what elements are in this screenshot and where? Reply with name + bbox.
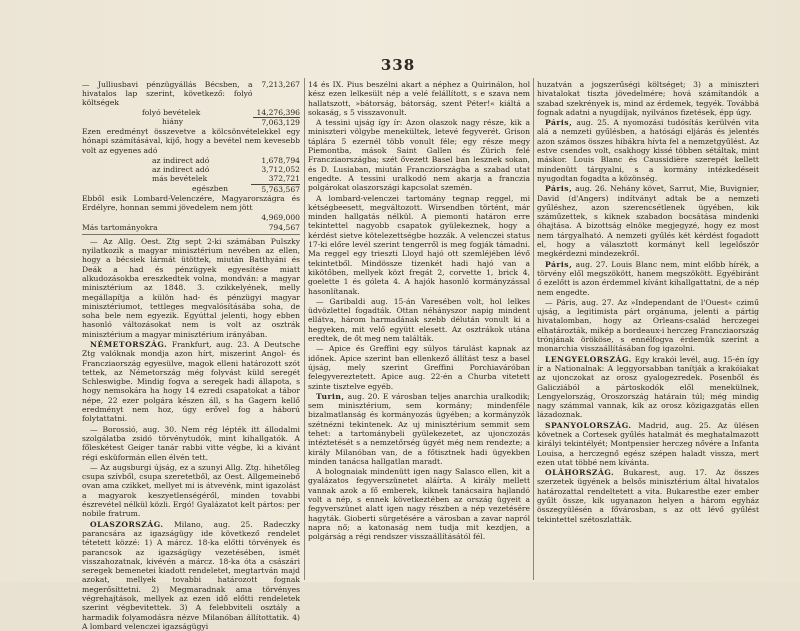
paragraph-text: Madrid, aug. 25. Az ülésen követnek a Cortesek gyűlés hatalmát és meghatalmazott királyi tekintélyét; Montpensier herczeg nővére a Infanta Louisa, a herczegnő egész szépen haladt vissza, mert ezen utat többé nem kívánta. [537,420,759,467]
table-row [82,108,300,118]
section-heading: SPANYOLORSZÁG. [545,420,632,430]
section-heading: Páris, [545,118,573,128]
paragraph-text: aug. 26. Nehány követ, Sarrut, Mie, Buvignier, David (d'Angers) indítványt adtak be a nemzeti gyűléshez, azon szerencsétlenek ügyében, kik száműzettek, s kiknek szabadon bocsátása mindenki óhajtása. A bizottság elnöke megjegyzé, hogy ez most nem tárgyalható. A nemzeti gyűlés két kérdést fogadott el, hogy a választott kormányt kell legelőször megkérdezni mindezekről. [537,184,759,259]
row-value: 372,721 [268,174,300,184]
divider [82,234,300,235]
paragraph [537,118,759,183]
paragraph-text: aug. 25. A nyomozási tudósítás kerülvén vita alá a nemzeti gyűlésben, a hatósági eljárás és jelentés azon számos összes hibákra hívta fel a nemzetgyűlést. Az estve csendes volt, csakhogy kissé többen sétáltak, mint máskor. Louis Blanc és Caussidière szerepét kellett mindenütt tárgyalni, s a kormány intézkedéseit nyugodtan fogadta a közönség. [537,118,759,183]
page-number: 338 [380,56,416,74]
paragraph [537,260,759,297]
row-value: 7,213,267 [261,80,300,89]
section-heading: Páris, [545,259,573,269]
paragraph: — Az Allg. Oest. Ztg sept 2-ki számában Pulszky nyilatkozik a magyar minisztérium nevében az ellen, hogy a bécsiek lármát ütöttek, miután Batthyáni és Deák a had és pénzügyek egyesítése miatt alkudozásokba ereszkedtek volna, mondván: a magyar minisztérium az 1848. 3. czikkelyének, melly megállapítja a külön had- és pénzügyi magyar minisztériumot, tettleges megvalósításába soha, de soha bele nem egyezik. Egyúttal jelenti, hogy ebben hasonló változásokat nem is volt az osztrák minisztérium a magyar minisztérium irányában. [82,236,300,339]
paragraph-text: Frankfurt, aug. 23. A Deutsche Ztg valóknak mondja azon hírt, miszerint Angol- és Francziaország egyesülve, magok elleni határozott szót tettek, az Németország még folyvást küld seregét Schleswigbe. Mindig fogva a seregek hadi állapota, s hogy nemsokára ha hogy 14 ezredi csapatokat a tábor népe, 22 ezer polgára készen áll, s ha Gagern kellő eredményt nem hoz, úgy erővel fog a háború folytattatni. [82,339,300,424]
section-heading: Páris, [545,184,573,194]
paragraph: 14 és IX. Pius beszélni akart a néphez a Quirinálon, hol kész ezen lelkesült nép a velé felállított, s e szava nem hallatszott, »bátorság, bátorság, szent Péter!« kiáltá a sokaság, s 5 visszavonult. [308,80,530,117]
row-value: 3,712,052 [261,165,300,175]
section-heading: NÉMETORSZÁG. [90,339,168,349]
paragraph-text: aug. 20. E városban teljes anarchia uralkodik; sem minisztérium, sem kormány; mindenféle bizalmatlanság és kormányozás ügyében; a kormányzók szétnézni tekintenek. Az uj minisztérium semmit sem tehet: a tartománybeli gyülekezetet, az ujonczozás intéztetését s a nemzetőrség ügyét még nem rendezte; a király Milanóban van, de a főtisztnek hadi ügyekben minden tanácsa hallgatlan maradt. [308,391,530,466]
row-label: egészben [192,184,228,194]
table-row [82,184,300,194]
section-heading: OLASZORSZÁG. [90,519,164,529]
table-row [82,80,300,108]
section-heading: Turin, [316,391,345,401]
table-row [82,165,300,174]
column-1 [82,80,300,631]
paragraph-text: Milano, aug. 25. Radeczky parancsára az igazságügy ide következő rendelet tétetett közzé: 1) A márcz. 18-ka előtti törvények és parancsok az igazságügy vezetésében, ismét visszahozatnak, kivévén a márcz. 18-ka óta a császári seregek bemenetei kiadott rendeletet, megtartván majd azokat, mellyek tovabbi határozott fognak megerősíttetni. 2) Megmaradnak ama törvényes végrehajtások, mellyek az ezen idő előtti rendeletek szerint végbevitettek. 3) A felebbviteli osztály a harmadik folyamodásra nézve Milanóban állítottatik. 4) A lombard velenczei igazságügyi [82,519,300,631]
paragraph-text: Egy krakói levél, aug. 15-én így ír a Nationalnak: A leggyorsabban tanítják a krakóiakat az ujonczokat az orosz gyalogezredek. Posenből és Galicziából a pártoskodók elől menekülnek, Lengyelország, Oroszország határain túl; még mindig nagy számmal vannak, kik az orosz közigazgatás ellen lázadoznak. [537,354,759,420]
column-2 [308,80,530,580]
paragraph [537,421,759,467]
paragraph [537,468,759,524]
paragraph [82,520,300,631]
table-row [82,223,300,232]
row-value: 5,763,567 [251,184,300,194]
row-value: 7,063,129 [253,117,300,127]
row-label: az indirect adó [152,165,210,175]
row-label: hiány [162,117,184,127]
table-row [82,213,300,222]
section-heading: LENGYELORSZÁG. [545,354,632,364]
row-value: 14,276,396 [256,107,300,117]
paragraph: — Az augsburgi újság, ez a szunyi Allg. Ztg. hihetőleg csupa szívből, csupa szeretetből, az Oest. Allgemeinebő ovan ama czikket, mellyet mi is átvevénk, mint igazolást a magyarok keszyetlenségéről, minden tovabbi észrevétel nélkül közli. Ergó! Gyalázatot kelt pártos: per nobile fratrum. [82,462,300,519]
row-value: 794,567 [268,222,300,232]
paragraph [537,355,759,420]
row-label: folyó bevételek [142,107,201,117]
row-label [82,213,221,222]
finance-table-3 [82,213,300,231]
row-label: az indirect adó [152,155,210,165]
paragraph: Ezen eredményt összevetve a kölcsönvételekkel egy hónapi számításával, kijő, hogy a bevétel nem kevesebb volt az egyenes adó [82,127,300,155]
column-rule-left [304,78,305,580]
paragraph [308,392,530,466]
paragraph: — Apice és Greffini egy súlyos tárulást kapnak az időnek. Apice szerint ban ellenkező állítást tesz a basel újság, mely szerint Greffini Porchiaváróban felegyvereztetett. Apice aug. 22-én a Churba vitetett szinte tisztelve egyéb. [308,344,530,391]
paragraph-text: Bukarest, aug. 17. Az összes szerzetek ügyének a belsős minisztérium által hivatalos határozattal rendeltetett a vita. Bukarestbe ezer ember gyűlt össze, kik ugyanazon helyen a három egyház összegyülésén a fővárosban, s az ott lévő gyűlést tekintettel szétoszlatták. [537,468,759,524]
row-label: — Julliusbavi pénzügyállás Bécsben, a hivatalos lap szerint, következő: folyó költségek [82,80,253,108]
column-3 [537,80,759,580]
column-rule-right [533,78,534,580]
section-heading: OLÁHORSZÁG. [545,468,615,478]
paragraph [82,340,300,424]
paragraph: huzatván a jogszerűségi költséget; 3) a miniszteri hivatalokat tiszta jövedelmére; hová számítandók a szabad szekrények is, mind az érdemek, tegyék. Továbbá fognak adatni a nyugdíjak, nyilvános fizetések, épp úgy. [537,80,759,117]
paragraph: A tessini ujság így ír: Azon olaszok nagy része, kik a miniszteri völgybe menekültek, letevé fegyverét. Grison táplára 5 ezernél több vonult féle; egy része megy Piemontba, mások Saint Gallen és Zürich felé Francziaországba; szét ővezett Basel ban lesznek sokan, és D. Lusiaban, miután Francziországba a szabad utat engedte. A tessini uralkodó nem akarja a franczia polgárokat olaszországi kapcsolat szemén. [308,118,530,193]
row-label: más bevételek [152,174,208,184]
paragraph-text: aug. 27. Louis Blanc nem, mint előbb hírék, a törvény elől megszökött, hanem megszökött. Egyébiránt ő ezelőtt is azon érdemmel kívánt kihallgattatni, de a nép nem engedte. [537,259,759,297]
paragraph: — Garibaldi aug. 15-án Varesében volt, hol lelkes üdvözlettel fogadták. Ottan néhányszor napig mindent ellátva, három harmadának szebb délután vonult ki a hegyeken, mit velő együtt elesett. Az osztrákok utána eredtek, de őt meg nem találták. [308,296,530,344]
finance-table-2 [82,156,300,194]
row-value: 4,969,000 [261,213,300,223]
paragraph: — Borossió, aug. 30. Nem rég lépték itt állodalmi szolgálatba zsidó törvénytudók, mint kihallgatók. A főleskétest Geiger tanár rabbi vitte végbe, ki a kivánt régi esküformán ellen élvén tett. [82,424,300,462]
paragraph: A bolognaiak mindenütt igen nagy Salasco ellen, kit a gyalázatos fegyverszünetet aláírta. A király mellett vannak azok a fő emberek, kiknek tanácsaira hajlandó volt a nép, s ennek következtében az ország ügyeit a fegyverszünet alatt igen nagy részben a nép vezetésére hagyták. Gioberti sürgetésére a városban a zavar napról napra nő; a katonaság nem tudja mit kezdjen, a polgárság a régi rendszer visszaállításától fél. [308,467,530,542]
row-value: 1,678,794 [261,155,300,165]
paragraph: Ebből esik Lombard-Velenczére, Magyarországra és Erdélyre, honnan semmi jövedelem nem jött [82,193,300,213]
paragraph: — Páris, aug. 27. Az »Independant de l'Ouest« czimű ujság, a legitimista párt orgánuma, jelenti a pártig hivatalomban, hogy az Orleans-család herczegei elhatározták, mikép a bordeaux-i herczeg Francziaország trónjának örököse, s ennélfogva érdemük szerint a monarchia visszaállításában fog igazolni. [537,297,759,354]
paragraph: A lombard-velenczei tartomány tegnap reggel, mi kétségbeesett, megváltozott. Wirsendben történt, már minden hallgatás nélkül. A piemonti határon erre tekintettel nagyobb csapatok gyülekeznek, hogy a kérdést sietve kötelezettségbe hozzák. A velenczei status 17-ki előre levél szerint tengerről is meg fogják támadni. Ma reggel egy trieszti Lloyd hajó ott szemléjében lévő tekintetből. Mindössze tizenkét hadi hajó van a kikötőben, mellyek közt fregát 2, corvette 1, brick 4, goelette 1 és góleta 4. A hajók hasonló kormányzással hasonlítanak. [308,193,530,296]
table-row [82,156,300,165]
finance-table-1 [82,80,300,127]
table-row [82,117,300,127]
paragraph [537,184,759,258]
row-label: Más tartományokra [82,222,158,232]
table-row [82,174,300,184]
